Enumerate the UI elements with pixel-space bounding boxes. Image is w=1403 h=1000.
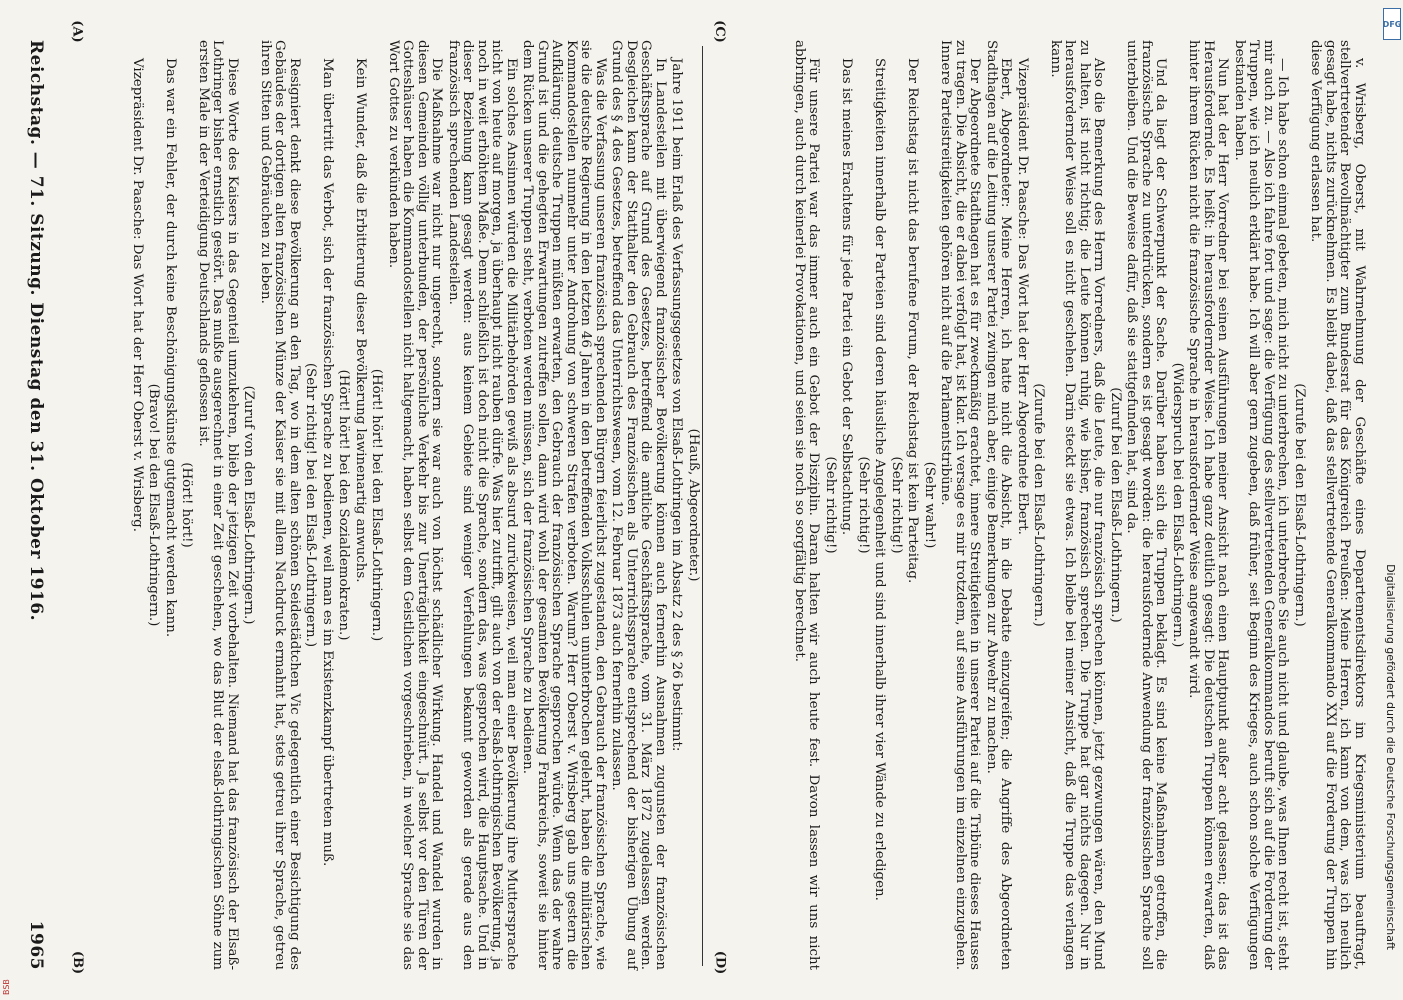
header-title: Reichstag. — 71. Sitzung. Dienstag den 31. Oktober 1916. bbox=[26, 40, 46, 622]
paragraph: Vizepräsident Dr. Paasche: Das Wort hat der Herr Abgeordnete Ebert. bbox=[1015, 58, 1030, 535]
paragraph: Ein solches Ansinnen würden die Militärbehörden gewiß als absurd zurückweisen, weil man einer Bevölkerung ihre Muttersprache nicht von heute auf morgen, ja überhaupt nicht rauben dürfe. Was hier zutrifft, gilt auch von der elsaß-lothringischen Bevölkerung, ja noch in weit erhöhtem Maße. Denn schließlich ist doch nicht die Sprache, sondern das, was gesprochen wird, die Hauptsache. Und in dieser Beziehung kann gesagt werden: aus keinem Gebiete sind weniger Verfehlungen bekannt geworden als gerade aus den französisch sprechenden Landesteilen. bbox=[446, 40, 519, 970]
paragraph: Kein Wunder, daß die Erbitterung dieser Bevölkerung lawinenartig anwuchs. bbox=[353, 58, 368, 583]
paragraph: Resigniert denkt diese Bevölkerung an den Tag, wo in dem alten schönen Seidestädtchen Vic gelegentlich einer Besichtigung des Gebäudes der dortigen alten französischen Münze der Kaiser sie mit allem Nachdruck ermahnt hat, stets getreu ihrer Sprache, getreu ihren Sitten und Gebräuchen zu leben. bbox=[258, 40, 302, 970]
paragraph: (Zurufe bei den Elsaß-Lothringern.) bbox=[1292, 383, 1307, 627]
paragraph: — Ich habe schon einmal gebeten, mich nicht zu unterbrechen, ich unterbreche Sie auch nicht und glaube, was Ihnen recht ist, steht mir auch zu. — Also ich fahre fort und sage: die Verfügung des stellvertretenden Generalkommandos beruft sich auf die Forderung der Truppen, wie ich neulich erklärt habe. Ich will aber gern zugeben, daß früher, seit Beginn des Krieges, auch schon solche Verfügungen bestanden haben. bbox=[1232, 40, 1291, 970]
section-marker-d: (D) bbox=[712, 950, 728, 975]
paragraph: (Sehr richtig!) bbox=[856, 456, 871, 554]
paragraph: Nun hat der Herr Vorredner bei seinen Ausführungen meiner Ansicht nach einen Hauptpunkt außer acht gelassen; das ist das Herausfordernde. Es heißt: in herausfordernder Weise. Ich habe ganz deutlich gesagt: Die deutschen Truppen können erwarten, daß hinter ihrem Rücken nicht die französische Sprache in herausfordernder Weise angewandt wird. bbox=[1186, 40, 1231, 970]
dfg-logo: DFG bbox=[1383, 8, 1401, 40]
paragraph: (Zurufe bei den Elsaß-Lothringern.) bbox=[1031, 383, 1047, 627]
section-marker-c: (C) bbox=[711, 20, 727, 43]
right-column bbox=[706, 40, 1367, 975]
paragraph: Streitigkeiten innerhalb der Parteien sind deren häusliche Angelegenheit und sind innerhalb ihrer vier Wände zu erledigen. bbox=[872, 58, 888, 901]
paragraph: Jahre 1911 beim Erlaß des Verfassungsgesetzes von Elsaß-Lothringen im Absatz 2 des § 26 bestimmt: bbox=[669, 58, 685, 752]
paragraph: v. Wrisberg, Oberst, mit Wahrnehmung der Geschäfte eines Departementsdirektors im Kriegsministerium beauftragt, stellvertretender Bevollmächtigter zum Bundesrat für das Königreich Preußen: Meine Herren, ich kann von dem, was ich neulich gesagt habe, nichts zurücknehmen. Es bleibt dabei, daß das stellvertretende Generalkommando XXI auf die Forderung der Truppen hin diese Verfügung erlassen hat. bbox=[1308, 40, 1367, 970]
paragraph: Der Reichstag ist nicht das berufene Forum, der Reichstag ist kein Parteitag. bbox=[905, 58, 921, 584]
bsb-mark: BSB bbox=[2, 979, 11, 995]
section-marker-b: (B) bbox=[70, 950, 86, 975]
paragraph: In Landesteilen mit überwiegend französischer Bevölkerung können auch fernerhin Ausnahmen zugunsten der französischen Geschäftssprache auf Grund des Gesetzes, betreffend die amtliche Geschäftssprache, vom 31. März 1872 zugelassen werden. Desgleichen kann der Statthalter den Gebrauch des Französischen als Unterrichtssprache entsprechend der bisherigen Übung auf Grund des § 4 des Gesetzes, betreffend das Unterrichtswesen, vom 12. Februar 1873 auch fernerhin zulassen. bbox=[609, 40, 668, 970]
paragraph: Und da liegt der Schwerpunkt der Sache. Darüber haben sich die Truppen beklagt. Es sind keine Maßnahmen getroffen, die französische Sprache zu unterdrücken, sondern es ist gesagt worden: die herausfordernde Anwendung der französischen Sprache soll unterbleiben. Und die Beweise dafür, daß sie stattgefunden hat, sind da. bbox=[1124, 40, 1169, 970]
digitization-note: Digitalisierung gefördert durch die Deutsche Forschungsgemeinschaft bbox=[1384, 564, 1397, 950]
left-column bbox=[60, 40, 701, 975]
paragraph: Für unsere Partei war das immer auch ein Gebot der Disziplin. Daran halten wir auch heute fest. Davon lassen wir uns nicht abbringen, auch durch keinerlei Provokationen, und seien sie noch so sorgfältig berechnet. bbox=[792, 40, 822, 970]
paragraph: Diese Worte des Kaisers in das Gegenteil umzukehren, blieb der jetzigen Zeit vorbehalten. Niemand hat das französisch der Elsaß-Lothringer bisher ernstlich gestört. Das mußte ausgerechnet in einer Zeit geschehen, wo das Blut der elsaß-lothringischen Söhne zum ersten Male in der Verteidigung Deutschlands geflossen ist. bbox=[196, 40, 240, 970]
paragraph: Ebert, Abgeordneter: Meine Herren, ich hatte nicht die Absicht, in die Debatte einzugreifen; die Angriffe des Abgeordneten Stadthagen auf die Leitung unserer Partei zwingen mich aber, einige Bemerkungen zur Abwehr zu machen. bbox=[984, 40, 1014, 970]
paragraph: Vizepräsident Dr. Paasche: Das Wort hat der Herr Oberst v. Wrisberg. bbox=[130, 58, 145, 532]
paragraph: (Hört! hört!) bbox=[179, 462, 195, 548]
paragraph: Das war ein Fehler, der durch keine Beschönigungskünste gutgemacht werden kann. bbox=[163, 58, 178, 638]
paragraph: (Widerspruch bei den Elsaß-Lothringern.) bbox=[1170, 362, 1185, 648]
paragraph: Die Maßnahme war nicht nur ungerecht, sondern sie war auch von höchst schädlicher Wirkung. Handel und Wandel wurden in diesen Gemeinden völlig unterbunden, der persönliche Verkehr bis zur Unerträglichkeit eingeschnürt. Ja selbst vor den Türen der Gotteshäuser haben die Kommandostellen nicht haltgemacht, haben selbst dem Geistlichen vorgeschrieben, in welcher Sprache sie das Wort Gottes zu verkünden haben. bbox=[386, 40, 445, 970]
paragraph: (Hauß, Abgeordneter.) bbox=[686, 428, 701, 582]
paragraph: (Zuruf bei den Elsaß-Lothringern.) bbox=[1108, 387, 1123, 623]
paragraph: (Hört! hört! bei den Elsaß-Lothringern.) bbox=[369, 368, 385, 642]
page-header bbox=[16, 40, 56, 970]
paragraph: Also die Bemerkung des Herrn Vorredners, daß die Leute, die nur französisch sprechen können, jetzt gezwungen wären, den Mund zu halten, ist nicht richtig; die Leute können ruhig, wie bisher, französisch sprechen. Die Truppe hat gar nichts dagegen. Nur in herausfordernder Weise soll es nicht geschehen. Darin steckt sie etwas. Ich bleibe bei meiner Ansicht, daß die Truppe das verlangen kann. bbox=[1048, 40, 1107, 970]
column-divider bbox=[702, 46, 703, 966]
paragraph: Was die Verfassung unseren französisch sprechenden Bürgern feierlichst zugestanden, den Gebrauch der französischen Sprache, wie sie die deutsche Regierung in den letzten 46 Jahren in den betreffenden Volksschulen ununterbrochen gelehrt, haben die militärischen Kommandostellen nunmehr unter Androhung von schweren Strafen verboten. Warum? Herr Oberst v. Wrisberg gab uns gestern die Aufklärung: deutsche Truppen müßten erwarten, den Gebrauch der französischen Sprache gesprochen würde. Wenn das der wahre Grund ist und die gehegten Erwartungen zutreffen sollen, dann wird wohl der gesamten Bevölkerung Frankreichs, soweit sie hinter dem Rücken unserer Truppen steht, verboten werden müssen, sich der französischen Sprache zu bedienen. bbox=[520, 40, 608, 970]
page-number: 1965 bbox=[26, 920, 46, 970]
paragraph: (Sehr richtig!) bbox=[823, 456, 838, 554]
paragraph: (Sehr wahr!) bbox=[922, 461, 937, 549]
paragraph: (Sehr richtig! bei den Elsaß-Lothringern.) bbox=[303, 362, 319, 648]
paragraph: Der Abgeordnete Stadthagen hat es für zweckmäßig erachtet, innere Streitigkeiten in unserer Partei auf die Tribüne dieses Hauses zu tragen. Die Absicht, die er dabei verfolgt hat, ist klar. Ich versage es mir trotzdem, auf seine Ausführungen im einzelnen einzugehen. Innere Parteistreitigkeiten gehören nicht auf die Parlamentstribüne. bbox=[938, 40, 983, 970]
paragraph: (Sehr richtig!) bbox=[889, 456, 904, 554]
paragraph: (Bravo! bei den Elsaß-Lothringern.) bbox=[146, 383, 162, 627]
section-marker-a: (A) bbox=[69, 20, 85, 43]
paragraph: (Zuruf von den Elsaß-Lothringern.) bbox=[241, 385, 257, 625]
paragraph: Das ist meines Erachtens für jede Partei ein Gebot der Selbstachtung. bbox=[839, 58, 855, 536]
paragraph: (Hört! hört! bei den Sozialdemokraten.) bbox=[336, 369, 352, 641]
paragraph: Man übertritt das Verbot, sich der französischen Sprache zu bedienen, weil man es im Existenzkampf übertreten muß. bbox=[320, 58, 335, 867]
